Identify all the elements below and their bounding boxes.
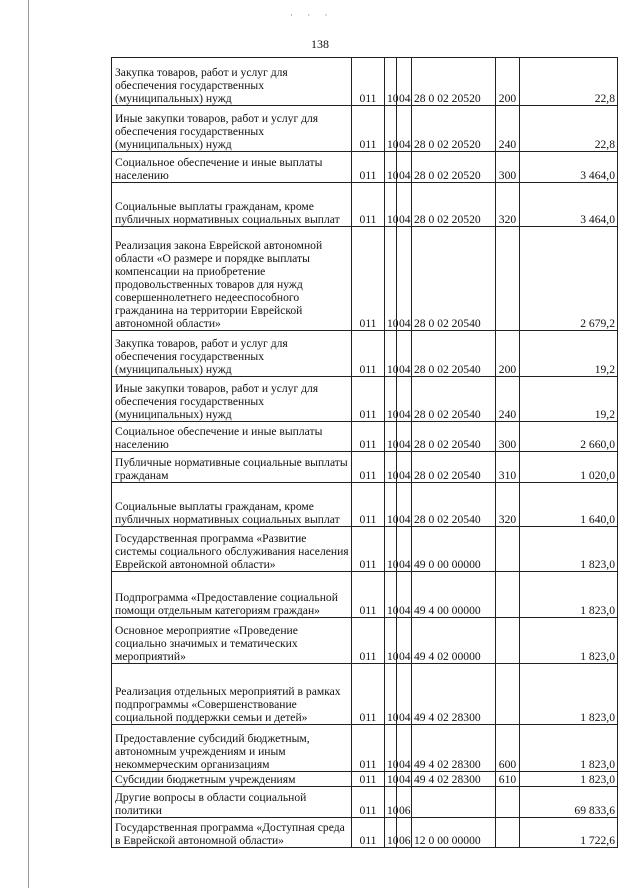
table-row	[112, 787, 618, 818]
expense-type	[496, 787, 520, 818]
table-row	[112, 452, 618, 483]
subsection-code: 04	[397, 618, 412, 664]
ministry-code: 011	[352, 106, 385, 152]
row-name: Основное мероприятие «Проведение социально значимых и тематических мероприятий»	[112, 618, 352, 664]
target-article: 28 0 02 20540	[412, 377, 496, 422]
section-code: 10	[385, 377, 397, 422]
table-row	[112, 725, 618, 772]
row-name: Субсидии бюджетным учреждениям	[112, 772, 352, 787]
target-article: 28 0 02 20520	[412, 106, 496, 152]
table-row	[112, 331, 618, 377]
ministry-code: 011	[352, 331, 385, 377]
ministry-code: 011	[352, 818, 385, 848]
table-row	[112, 377, 618, 422]
subsection-code: 04	[397, 422, 412, 452]
subsection-code: 06	[397, 818, 412, 848]
subsection-code: 04	[397, 664, 412, 725]
table-row	[112, 664, 618, 725]
table-row	[112, 618, 618, 664]
table-row	[112, 572, 618, 618]
table-row	[112, 152, 618, 183]
subsection-code: 04	[397, 152, 412, 183]
row-name: Другие вопросы в области социальной политики	[112, 787, 352, 818]
row-name: Иные закупки товаров, работ и услуг для обеспечения государственных (муниципальных) нужд	[112, 377, 352, 422]
subsection-code: 04	[397, 527, 412, 572]
expense-type	[496, 818, 520, 848]
ministry-code: 011	[352, 787, 385, 818]
amount: 1 722,6	[520, 818, 618, 848]
row-name: Государственная программа «Доступная среда в Еврейской автономной области»	[112, 818, 352, 848]
table-row	[112, 422, 618, 452]
row-name: Социальные выплаты гражданам, кроме публичных нормативных социальных выплат	[112, 483, 352, 527]
budget-table	[111, 57, 618, 848]
table-row	[112, 227, 618, 331]
row-name: Государственная программа «Развитие системы социального обслуживания населения Еврейской автономной области»	[112, 527, 352, 572]
amount: 1 640,0	[520, 483, 618, 527]
section-code: 10	[385, 664, 397, 725]
section-code: 10	[385, 452, 397, 483]
budget-table-body	[112, 58, 618, 848]
section-code: 10	[385, 227, 397, 331]
expense-type: 320	[496, 183, 520, 227]
expense-type: 300	[496, 422, 520, 452]
ministry-code: 011	[352, 58, 385, 106]
amount: 69 833,6	[520, 787, 618, 818]
amount: 1 823,0	[520, 664, 618, 725]
section-code: 10	[385, 527, 397, 572]
section-code: 10	[385, 422, 397, 452]
amount: 1 823,0	[520, 772, 618, 787]
expense-type	[496, 527, 520, 572]
ministry-code: 011	[352, 152, 385, 183]
expense-type: 240	[496, 377, 520, 422]
ministry-code: 011	[352, 572, 385, 618]
ministry-code: 011	[352, 183, 385, 227]
scan-specks: · · ·	[290, 10, 334, 20]
subsection-code: 04	[397, 452, 412, 483]
row-name: Социальные выплаты гражданам, кроме публичных нормативных социальных выплат	[112, 183, 352, 227]
table-row	[112, 818, 618, 848]
target-article: 49 4 00 00000	[412, 572, 496, 618]
amount: 22,8	[520, 106, 618, 152]
subsection-code: 04	[397, 106, 412, 152]
target-article: 49 4 02 00000	[412, 618, 496, 664]
target-article: 49 4 02 28300	[412, 664, 496, 725]
subsection-code: 04	[397, 572, 412, 618]
table-row	[112, 483, 618, 527]
section-code: 10	[385, 818, 397, 848]
subsection-code: 04	[397, 377, 412, 422]
row-name: Подпрограмма «Предоставление социальной помощи отдельным категориям граждан»	[112, 572, 352, 618]
expense-type: 200	[496, 58, 520, 106]
table-row	[112, 183, 618, 227]
row-name: Публичные нормативные социальные выплаты гражданам	[112, 452, 352, 483]
amount: 1 020,0	[520, 452, 618, 483]
section-code: 10	[385, 331, 397, 377]
ministry-code: 011	[352, 483, 385, 527]
target-article: 28 0 02 20520	[412, 58, 496, 106]
target-article: 28 0 02 20540	[412, 227, 496, 331]
subsection-code: 04	[397, 772, 412, 787]
section-code: 10	[385, 725, 397, 772]
amount: 3 464,0	[520, 183, 618, 227]
target-article: 28 0 02 20540	[412, 483, 496, 527]
row-name: Социальное обеспечение и иные выплаты населению	[112, 422, 352, 452]
amount: 1 823,0	[520, 618, 618, 664]
left-margin-line	[28, 0, 29, 888]
ministry-code: 011	[352, 422, 385, 452]
expense-type: 200	[496, 331, 520, 377]
target-article: 28 0 02 20520	[412, 183, 496, 227]
section-code: 10	[385, 483, 397, 527]
ministry-code: 011	[352, 664, 385, 725]
table-row	[112, 58, 618, 106]
ministry-code: 011	[352, 527, 385, 572]
ministry-code: 011	[352, 227, 385, 331]
section-code: 10	[385, 772, 397, 787]
ministry-code: 011	[352, 377, 385, 422]
ministry-code: 011	[352, 452, 385, 483]
amount: 19,2	[520, 331, 618, 377]
section-code: 10	[385, 183, 397, 227]
section-code: 10	[385, 618, 397, 664]
page-number: 138	[311, 37, 329, 51]
target-article: 28 0 02 20540	[412, 452, 496, 483]
amount: 1 823,0	[520, 527, 618, 572]
expense-type: 610	[496, 772, 520, 787]
row-name: Иные закупки товаров, работ и услуг для обеспечения государственных (муниципальных) нужд	[112, 106, 352, 152]
table-row	[112, 772, 618, 787]
row-name: Закупка товаров, работ и услуг для обеспечения государственных (муниципальных) нужд	[112, 58, 352, 106]
amount: 2 660,0	[520, 422, 618, 452]
expense-type: 240	[496, 106, 520, 152]
target-article: 49 4 02 28300	[412, 725, 496, 772]
section-code: 10	[385, 58, 397, 106]
target-article: 12 0 00 00000	[412, 818, 496, 848]
target-article	[412, 787, 496, 818]
section-code: 10	[385, 106, 397, 152]
amount: 2 679,2	[520, 227, 618, 331]
expense-type: 600	[496, 725, 520, 772]
expense-type	[496, 618, 520, 664]
row-name: Реализация отдельных мероприятий в рамках подпрограммы «Совершенствование социальной поддержки семьи и детей»	[112, 664, 352, 725]
amount: 1 823,0	[520, 572, 618, 618]
expense-type	[496, 572, 520, 618]
row-name: Закупка товаров, работ и услуг для обеспечения государственных (муниципальных) нужд	[112, 331, 352, 377]
expense-type	[496, 227, 520, 331]
target-article: 49 0 00 00000	[412, 527, 496, 572]
row-name: Предоставление субсидий бюджетным, автономным учреждениям и иным некоммерческим организациям	[112, 725, 352, 772]
section-code: 10	[385, 787, 397, 818]
subsection-code: 04	[397, 227, 412, 331]
subsection-code: 04	[397, 183, 412, 227]
expense-type: 310	[496, 452, 520, 483]
subsection-code: 04	[397, 725, 412, 772]
target-article: 28 0 02 20520	[412, 152, 496, 183]
amount: 3 464,0	[520, 152, 618, 183]
amount: 22,8	[520, 58, 618, 106]
row-name: Реализация закона Еврейской автономной области «О размере и порядке выплаты компенсации на приобретение продовольственных товаров для нужд совершеннолетнего недееспособного гражданина на территории Еврейской автономной области»	[112, 227, 352, 331]
subsection-code: 04	[397, 331, 412, 377]
row-name: Социальное обеспечение и иные выплаты населению	[112, 152, 352, 183]
amount: 19,2	[520, 377, 618, 422]
subsection-code: 04	[397, 58, 412, 106]
ministry-code: 011	[352, 772, 385, 787]
ministry-code: 011	[352, 618, 385, 664]
subsection-code: 06	[397, 787, 412, 818]
target-article: 28 0 02 20540	[412, 422, 496, 452]
amount: 1 823,0	[520, 725, 618, 772]
ministry-code: 011	[352, 725, 385, 772]
section-code: 10	[385, 152, 397, 183]
expense-type: 320	[496, 483, 520, 527]
subsection-code: 04	[397, 483, 412, 527]
target-article: 49 4 02 28300	[412, 772, 496, 787]
expense-type	[496, 664, 520, 725]
section-code: 10	[385, 572, 397, 618]
table-row	[112, 106, 618, 152]
table-row	[112, 527, 618, 572]
target-article: 28 0 02 20540	[412, 331, 496, 377]
expense-type: 300	[496, 152, 520, 183]
